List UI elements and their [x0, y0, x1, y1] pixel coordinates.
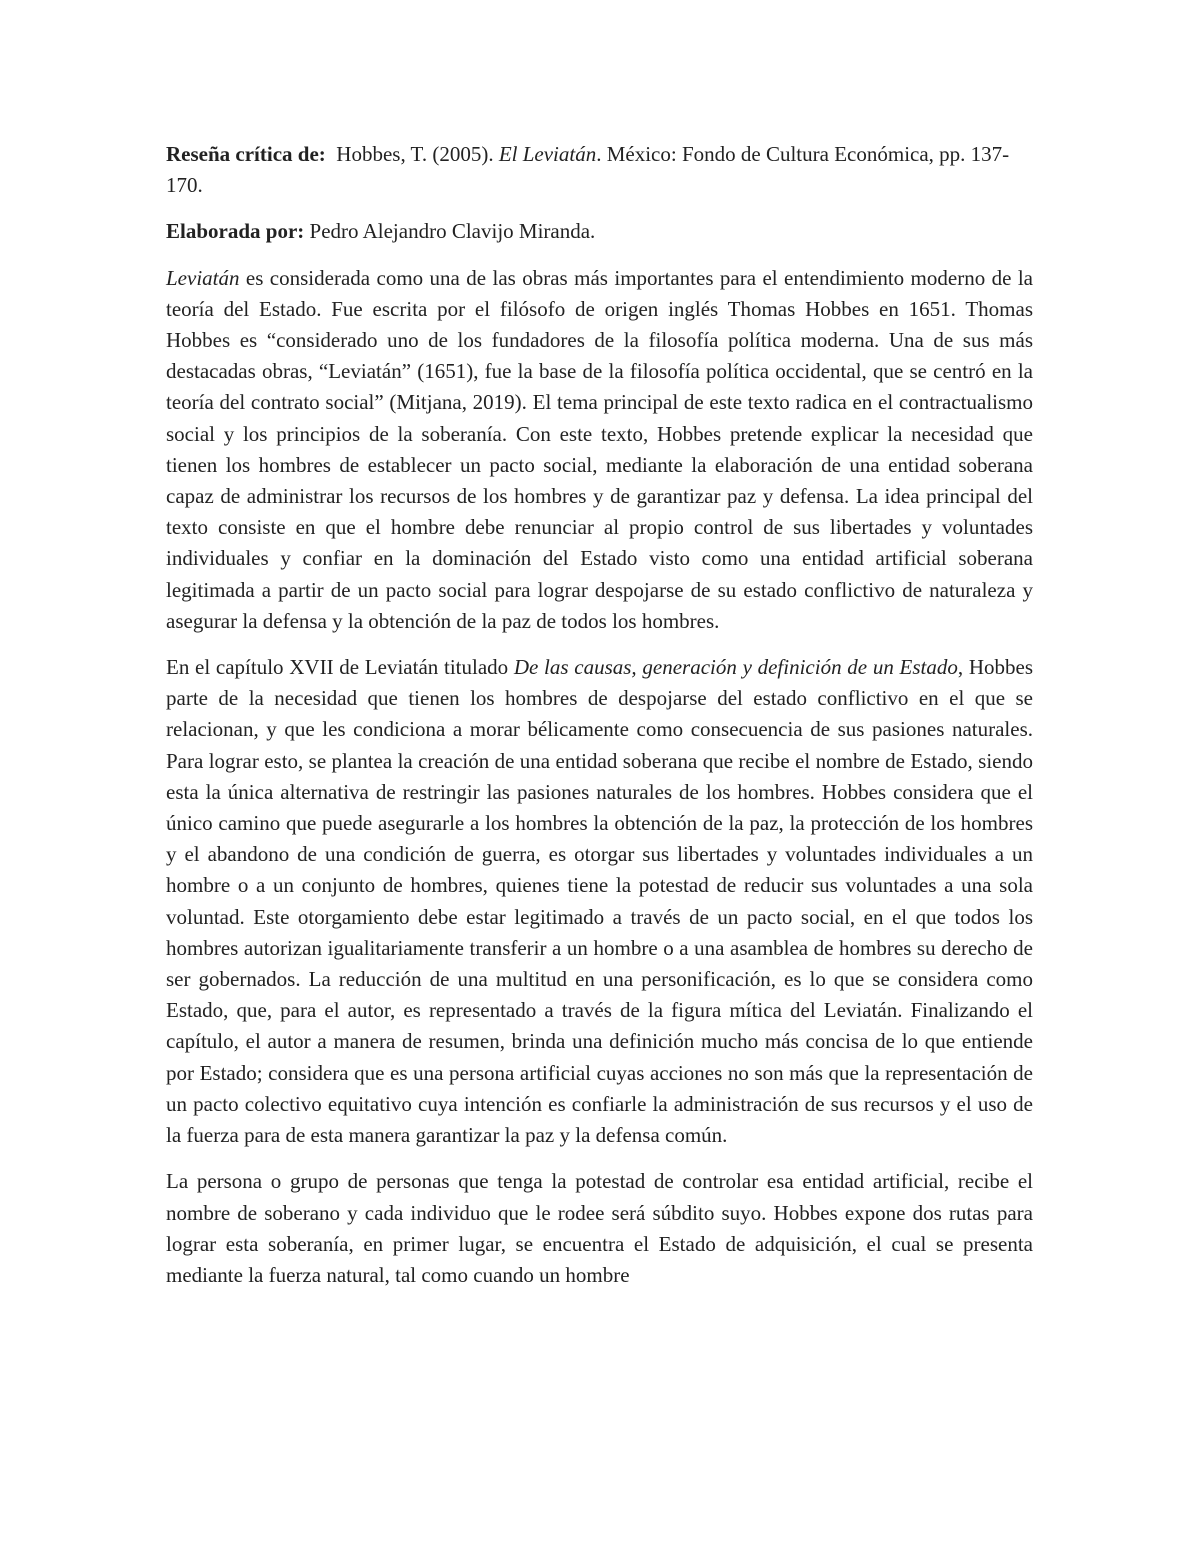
paragraph-sovereignty	[166, 1166, 1033, 1291]
citation-line	[166, 139, 1033, 201]
author-label: Elaborada por:	[166, 219, 305, 244]
author-name: Pedro Alejandro Clavijo Miranda.	[309, 219, 596, 244]
chapter-title: De las causas, generación y definición de un Estado	[513, 655, 958, 680]
paragraph-lead-title: Leviatán	[166, 265, 240, 290]
paragraph-text: es considerada como una de las obras más importantes para el entendimiento moderno de la teoría del Estado. Fue escrita por el filósofo de origen inglés Thomas Hobbes en 1651. Thomas Hobbes es “considerado uno de los fundadores de la filosofía política moderna. Una de sus más destacadas obras, “Leviatán” (1651), fue la base de la filosofía política occidental, que se centró en la teoría del contrato social” (Mitjana, 2019). El tema principal de este texto radica en el contractualismo social y los principios de la soberanía. Con este texto, Hobbes pretende explicar la necesidad que tienen los hombres de establecer un pacto social, mediante la elaboración de una entidad soberana capaz de administrar los recursos de los hombres y de garantizar paz y defensa. La idea principal del texto consiste en que el hombre debe renunciar al propio control de sus libertades y voluntades individuales y confiar en la dominación del Estado visto como una entidad artificial soberana legitimada a partir de un pacto social para lograr despojarse de su estado conflictivo de naturaleza y asegurar la defensa y la obtención de la paz de todos los hombres.	[166, 265, 1033, 633]
paragraph-text: , Hobbes parte de la necesidad que tienen los hombres de despojarse del estado conflictivo en el que se relacionan, y que les condiciona a morar bélicamente como consecuencia de sus pasiones naturales. Para lograr esto, se plantea la creación de una entidad soberana que recibe el nombre de Estado, siendo esta la única alternativa de restringir las pasiones naturales de los hombres. Hobbes considera que el único camino que puede asegurarle a los hombres la obtención de la paz, la protección de los hombres y el abandono de una condición de guerra, es otorgar sus libertades y voluntades individuales a un hombre o a un conjunto de hombres, quienes tiene la potestad de reducir sus voluntades a una sola voluntad. Este otorgamiento debe estar legitimado a través de un pacto social, en el que todos los hombres autorizan igualitariamente transferir a un hombre o a una asamblea de hombres su derecho de ser gobernados. La reducción de una multitud en una personificación, es lo que se considera como Estado, que, para el autor, es representado a través de la figura mítica del Leviatán. Finalizando el capítulo, el autor a manera de resumen, brinda una definición mucho más concisa de lo que entiende por Estado; considera que es una persona artificial cuyas acciones no son más que la representación de un pacto colectivo equitativo cuya intención es confiarle la administración de sus recursos y el uso de la fuerza para de esta manera garantizar la paz y la defensa común.	[166, 655, 1033, 1148]
author-line	[166, 216, 1033, 247]
citation-author: Hobbes, T. (2005).	[336, 142, 494, 166]
document-body	[166, 139, 1033, 1306]
review-label: Reseña crítica de:	[166, 142, 326, 166]
citation-publisher: . México: Fondo de Cultura Económica, pp. 137-170.	[166, 142, 1010, 198]
paragraph-text: La persona o grupo de personas que tenga la potestad de controlar esa entidad artificial, recibe el nombre de soberano y cada individuo que le rodee será súbdito suyo. Hobbes expone dos rutas para lograr esta soberanía, en primer lugar, se encuentra el Estado de adquisición, el cual se presenta mediante la fuerza natural, tal como cuando un hombre	[166, 1169, 1033, 1287]
paragraph-chapter-summary	[166, 652, 1033, 1151]
paragraph-introduction	[166, 263, 1033, 637]
citation-title: El Leviatán	[498, 142, 597, 166]
paragraph-intro-text: En el capítulo XVII de Leviatán titulado	[166, 655, 514, 680]
